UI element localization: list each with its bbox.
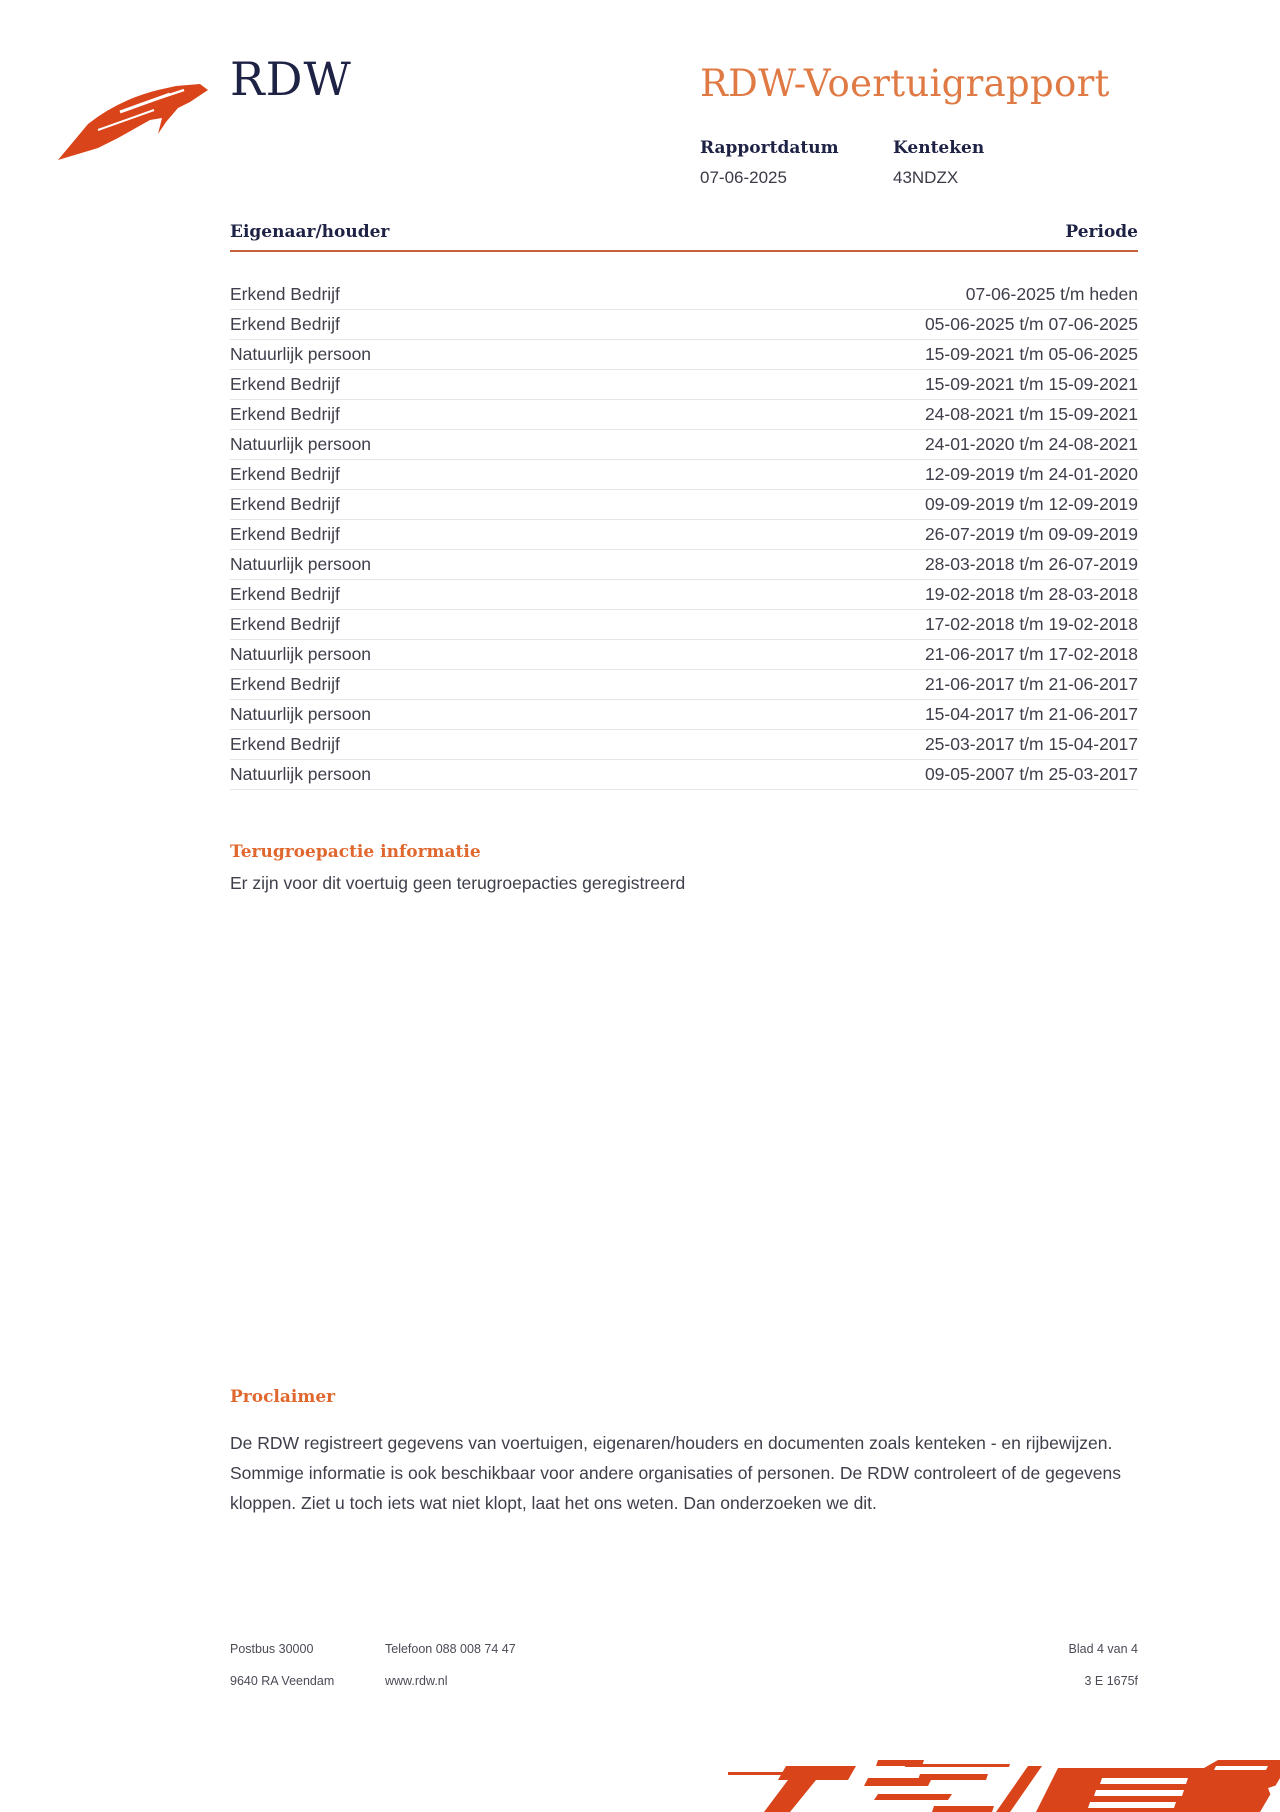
table-row: [230, 730, 1138, 760]
rdw-feather-logo-icon: [58, 82, 208, 160]
owner-cell: Natuurlijk persoon: [230, 644, 372, 664]
disclaimer-text: De RDW registreert gegevens van voertuigen, eigenaren/houders en documenten zoals kenteken - en rijbewijzen. Sommige informatie is ook beschikbaar voor andere organisaties of personen. De RDW controleert of de gegevens kloppen. Ziet u toch iets wat niet klopt, laat het ons weten. Dan onderzoeken we dit.: [230, 1433, 1122, 1513]
table-row: [230, 640, 1138, 670]
owner-cell: Natuurlijk persoon: [230, 344, 372, 364]
period-cell: 15-09-2021 t/m 15-09-2021: [924, 374, 1138, 394]
footer-page-info: [1069, 1642, 1139, 1706]
disclaimer-heading: Proclaimer: [230, 1387, 336, 1407]
owner-cell: Natuurlijk persoon: [230, 764, 372, 784]
report-date-block: [700, 138, 839, 188]
owner-cell: Erkend Bedrijf: [230, 314, 340, 334]
footer-address: [230, 1642, 334, 1706]
period-cell: 26-07-2019 t/m 09-09-2019: [924, 524, 1138, 544]
rdw-stripe-mark-icon: [728, 1750, 1280, 1812]
table-row: [230, 370, 1138, 400]
period-cell: 09-09-2019 t/m 12-09-2019: [924, 494, 1138, 514]
period-cell: 28-03-2018 t/m 26-07-2019: [924, 554, 1138, 574]
ownership-rows: [230, 280, 1138, 790]
period-cell: 19-02-2018 t/m 28-03-2018: [924, 584, 1138, 604]
owner-cell: Erkend Bedrijf: [230, 494, 340, 514]
table-row: [230, 400, 1138, 430]
footer-page-number: Blad 4 van 4: [1068, 1642, 1138, 1656]
table-row: [230, 520, 1138, 550]
period-cell: 15-04-2017 t/m 21-06-2017: [924, 704, 1138, 724]
period-cell: 07-06-2025 t/m heden: [965, 284, 1138, 304]
footer-phone: Telefoon 088 008 74 47: [385, 1642, 516, 1656]
owner-cell: Erkend Bedrijf: [230, 674, 340, 694]
table-row: [230, 340, 1138, 370]
period-cell: 25-03-2017 t/m 15-04-2017: [924, 734, 1138, 754]
footer-postbus: Postbus 30000: [230, 1642, 314, 1656]
period-cell: 09-05-2007 t/m 25-03-2017: [924, 764, 1138, 784]
table-row: [230, 580, 1138, 610]
table-row: [230, 310, 1138, 340]
ownership-table-header: [230, 222, 1138, 252]
report-title: RDW-Voertuigrapport: [700, 62, 1110, 105]
period-cell: 05-06-2025 t/m 07-06-2025: [924, 314, 1138, 334]
owner-cell: Erkend Bedrijf: [230, 374, 340, 394]
owner-cell: Erkend Bedrijf: [230, 464, 340, 484]
report-date-label: Rapportdatum: [700, 138, 839, 158]
ownership-table: [230, 222, 1138, 790]
owner-cell: Erkend Bedrijf: [230, 404, 340, 424]
table-row: [230, 490, 1138, 520]
recall-text: Er zijn voor dit voertuig geen terugroepacties geregistreerd: [230, 873, 686, 893]
period-cell: 15-09-2021 t/m 05-06-2025: [924, 344, 1138, 364]
table-row: [230, 670, 1138, 700]
period-cell: 24-01-2020 t/m 24-08-2021: [924, 434, 1138, 454]
owner-cell: Erkend Bedrijf: [230, 734, 340, 754]
recall-heading: Terugroepactie informatie: [230, 842, 481, 862]
table-row: [230, 700, 1138, 730]
owner-cell: Erkend Bedrijf: [230, 524, 340, 544]
table-row: [230, 430, 1138, 460]
table-row: [230, 550, 1138, 580]
period-cell: 21-06-2017 t/m 21-06-2017: [924, 674, 1138, 694]
plate-label: Kenteken: [893, 138, 985, 158]
table-row: [230, 610, 1138, 640]
owner-cell: Natuurlijk persoon: [230, 554, 372, 574]
table-row: [230, 280, 1138, 310]
period-cell: 21-06-2017 t/m 17-02-2018: [924, 644, 1138, 664]
owner-cell: Erkend Bedrijf: [230, 584, 340, 604]
brand-name: RDW: [230, 52, 352, 106]
owner-cell: Erkend Bedrijf: [230, 614, 340, 634]
column-header-owner: Eigenaar/houder: [230, 222, 390, 242]
report-date-value: 07-06-2025: [700, 168, 787, 187]
period-cell: 12-09-2019 t/m 24-01-2020: [924, 464, 1138, 484]
owner-cell: Natuurlijk persoon: [230, 704, 372, 724]
footer-city: 9640 RA Veendam: [230, 1674, 335, 1688]
period-cell: 24-08-2021 t/m 15-09-2021: [924, 404, 1138, 424]
column-header-period: Periode: [1065, 222, 1138, 242]
owner-cell: Erkend Bedrijf: [230, 284, 340, 304]
footer-website[interactable]: www.rdw.nl: [385, 1674, 448, 1688]
owner-cell: Natuurlijk persoon: [230, 434, 372, 454]
footer-doc-code: 3 E 1675f: [1084, 1674, 1138, 1688]
plate-value: 43NDZX: [893, 168, 959, 187]
period-cell: 17-02-2018 t/m 19-02-2018: [924, 614, 1138, 634]
table-row: [230, 460, 1138, 490]
plate-block: [893, 138, 984, 188]
footer-contact: [385, 1642, 516, 1706]
table-row: [230, 760, 1138, 790]
